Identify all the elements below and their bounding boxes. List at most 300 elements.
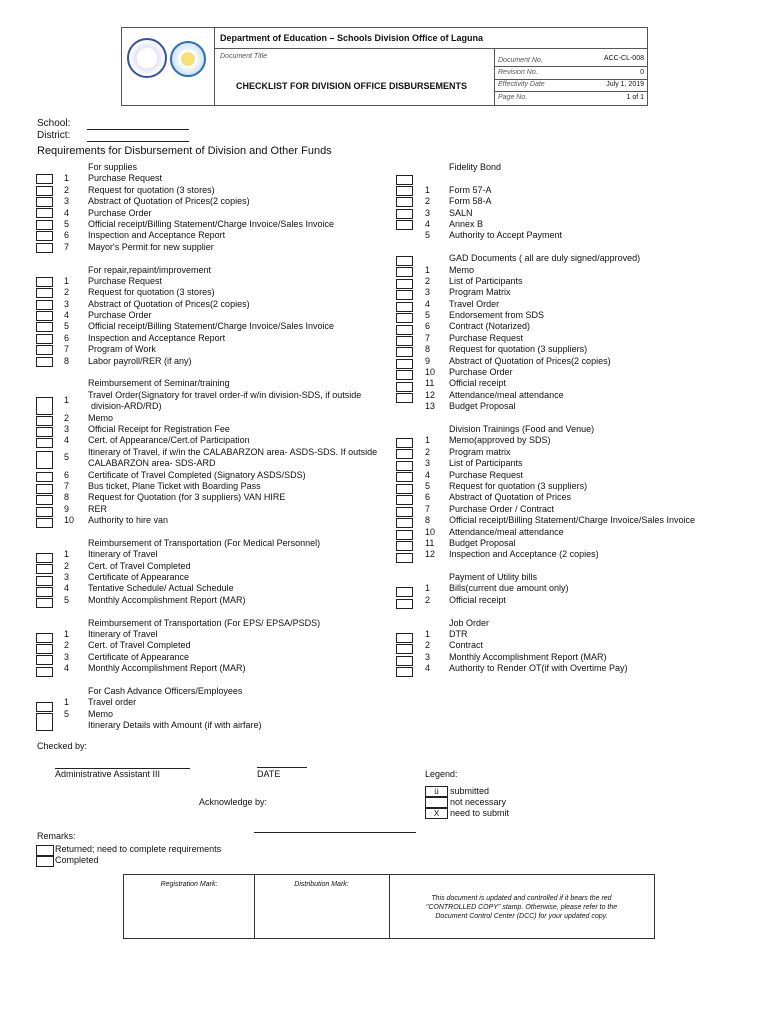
checkbox[interactable] (396, 186, 413, 196)
spacer (64, 527, 394, 538)
list-item (425, 663, 745, 674)
list-item (425, 185, 745, 196)
list-item (425, 527, 745, 538)
checkbox[interactable] (36, 702, 53, 712)
meta-value-revision: 0 (640, 69, 644, 76)
item-number: 2 (425, 594, 431, 605)
item-label: Request for Quotation (for 3 suppliers) VAN HIRE (88, 492, 286, 503)
list-item (64, 481, 394, 492)
list-item (425, 401, 745, 412)
checkbox[interactable] (36, 576, 53, 586)
list-item (64, 720, 394, 731)
checkbox[interactable] (396, 256, 413, 266)
list-item (425, 265, 745, 276)
item-number: 3 (425, 207, 431, 218)
remarks-returned-checkbox[interactable] (36, 845, 54, 856)
item-label: Tentative Schedule/ Actual Schedule (88, 583, 234, 594)
item-number: 7 (64, 344, 70, 355)
checkbox[interactable] (396, 449, 413, 459)
item-number: 12 (425, 549, 436, 560)
checked-by-label: Checked by: (37, 741, 88, 751)
item-number: 9 (425, 355, 431, 366)
item-number: 6 (64, 230, 70, 241)
item-label: Form 58-A (449, 196, 492, 207)
checkbox[interactable] (396, 302, 413, 312)
item-label: Official receipt/Billing Statement/Charge Invoice/Sales Invoice (88, 218, 334, 229)
list-item (425, 356, 745, 367)
item-label: Certificate of Appearance (88, 572, 190, 583)
item-number: 1 (64, 275, 70, 286)
item-number: 5 (64, 451, 70, 462)
remarks-completed-checkbox[interactable] (36, 856, 54, 867)
list-item (64, 435, 394, 446)
document-title-label: Document Title (220, 53, 268, 60)
distribution-mark-label: Distribution Mark: (294, 881, 349, 888)
item-number: 4 (425, 298, 431, 309)
checkbox[interactable] (36, 197, 53, 207)
checkbox[interactable] (36, 277, 53, 287)
meta-label-page: Page No. (498, 94, 528, 101)
list-item (425, 390, 745, 401)
checkbox[interactable] (36, 300, 53, 310)
checkbox[interactable] (36, 397, 53, 415)
item-number: 3 (425, 651, 431, 662)
item-label: List of Participants (449, 458, 523, 469)
list-item (425, 321, 745, 332)
admin-assistant-label: Administrative Assistant III (55, 769, 161, 779)
checkbox[interactable] (36, 518, 53, 528)
item-number: 4 (64, 663, 70, 674)
item-number: 2 (64, 640, 70, 651)
spacer (425, 173, 745, 184)
checkbox[interactable] (396, 472, 413, 482)
item-label: Memo (88, 412, 114, 423)
item-number: 4 (425, 663, 431, 674)
item-label: Request for quotation (3 stores) (88, 184, 215, 195)
item-label: Authority to hire van (88, 515, 169, 526)
footer-table (123, 874, 655, 939)
list-item (64, 572, 394, 583)
list-item (425, 333, 745, 344)
item-label: Budget Proposal (449, 401, 516, 412)
checkbox[interactable] (396, 197, 413, 207)
item-number: 1 (64, 549, 70, 560)
checkbox[interactable] (36, 416, 53, 426)
list-item (64, 561, 394, 572)
item-label: Request for quotation (3 suppliers) (449, 480, 588, 491)
checkbox[interactable] (36, 564, 53, 574)
item-number: 2 (64, 412, 70, 423)
checkbox[interactable] (36, 553, 53, 563)
meta-label-doc-no: Document No. (498, 57, 543, 64)
item-label: Authority to Render OT(if with Overtime Pay) (449, 663, 628, 674)
main-title: Requirements for Disbursement of Division and Other Funds (37, 145, 332, 157)
meta-value-page: 1 of 1 (626, 94, 644, 101)
item-label: Itinerary of Travel (88, 629, 158, 640)
item-label: Inspection and Acceptance Report (88, 230, 226, 241)
item-label: Purchase Order (88, 310, 152, 321)
checkbox[interactable] (396, 438, 413, 448)
item-number: 5 (64, 218, 70, 229)
item-label: Inspection and Acceptance Report (88, 332, 226, 343)
checkbox[interactable] (396, 325, 413, 335)
list-item (425, 435, 745, 446)
school-field[interactable] (87, 129, 189, 130)
list-item (64, 299, 394, 310)
item-number: 2 (425, 196, 431, 207)
checkbox[interactable] (396, 359, 413, 369)
item-label: Monthly Accomplishment Report (MAR) (88, 663, 246, 674)
item-number: 1 (425, 583, 431, 594)
item-number: 3 (64, 298, 70, 309)
list-item (64, 504, 394, 515)
spacer (425, 413, 745, 424)
acknowledge-signature-line[interactable] (254, 832, 416, 833)
list-item (64, 356, 394, 367)
list-item (425, 344, 745, 355)
item-label: Official receipt (449, 594, 506, 605)
legend-submitted-box (425, 786, 448, 797)
item-number: 13 (425, 401, 436, 412)
item-label: CALABARZON area- SDS-ARD (88, 458, 216, 469)
checkbox[interactable] (36, 427, 53, 437)
registration-mark-label: Registration Mark: (160, 881, 218, 888)
item-label: Cert. of Travel Completed (88, 560, 191, 571)
list-item (64, 595, 394, 606)
list-item (64, 424, 394, 435)
list-item (425, 549, 745, 560)
item-label: Purchase Request (449, 469, 524, 480)
list-item (425, 481, 745, 492)
checkbox[interactable] (36, 598, 53, 608)
checkbox[interactable] (396, 370, 413, 380)
spacer (64, 675, 394, 686)
checkbox[interactable] (396, 175, 413, 185)
item-number: 4 (64, 207, 70, 218)
item-label: Official receipt/Billing Statement/Charge Invoice/Sales Invoice (449, 515, 695, 526)
item-number: 3 (64, 572, 70, 583)
legend-submitted-mark: ü (434, 787, 439, 796)
checkbox[interactable] (36, 451, 53, 469)
item-label: Endorsement from SDS (449, 310, 545, 321)
item-label: Attendance/meal attendance (449, 389, 564, 400)
remarks-completed-label: Completed (55, 855, 99, 865)
remarks-title: Remarks: (37, 831, 76, 841)
item-number: 3 (425, 287, 431, 298)
item-label: Abstract of Quotation of Prices (449, 492, 572, 503)
checkbox[interactable] (36, 288, 53, 298)
checkbox[interactable] (396, 541, 413, 551)
item-label: Attendance/meal attendance (449, 526, 564, 537)
checkbox[interactable] (396, 461, 413, 471)
item-label: Travel order (88, 697, 137, 708)
item-label: Cert. of Appearance/Cert.of Participation (88, 435, 250, 446)
item-number: 11 (425, 537, 435, 548)
item-number: 3 (425, 458, 431, 469)
acknowledge-by-label: Acknowledge by: (199, 797, 268, 807)
list-item (425, 219, 745, 230)
item-label: Inspection and Acceptance (2 copies) (449, 549, 599, 560)
checkbox[interactable] (36, 587, 53, 597)
checkbox[interactable] (36, 311, 53, 321)
legend-not-necessary-label: not necessary (450, 797, 507, 807)
item-label: Memo(approved by SDS) (449, 435, 551, 446)
list-item (425, 276, 745, 287)
item-label: Request for quotation (3 stores) (88, 287, 215, 298)
list-item (425, 458, 745, 469)
item-label: Abstract of Quotation of Prices(2 copies) (88, 196, 250, 207)
checkbox[interactable] (396, 495, 413, 505)
item-label: Bus ticket, Plane Ticket with Boarding Pass (88, 480, 261, 491)
checkbox[interactable] (36, 495, 53, 505)
checkbox[interactable] (396, 667, 413, 677)
checkbox[interactable] (36, 667, 53, 677)
checkbox[interactable] (36, 357, 53, 367)
checkbox[interactable] (36, 243, 53, 253)
item-label: Official receipt (449, 378, 506, 389)
item-label: DTR (449, 629, 468, 640)
checkbox[interactable] (396, 484, 413, 494)
checkbox[interactable] (396, 347, 413, 357)
section-title: Fidelity Bond (449, 162, 502, 172)
item-label: Mayor's Permit for new supplier (88, 241, 214, 252)
list-item (64, 242, 394, 253)
item-label: Official receipt/Billing Statement/Charge Invoice/Sales Invoice (88, 321, 334, 332)
checkbox[interactable] (36, 208, 53, 218)
left-checklist (64, 162, 394, 732)
district-label: District: (37, 130, 71, 141)
item-number: 5 (64, 708, 70, 719)
legend-not-necessary-box (425, 797, 448, 808)
item-number: 7 (64, 480, 70, 491)
item-label: Annex B (449, 218, 484, 229)
checkbox[interactable] (36, 322, 53, 332)
list-item (64, 709, 394, 720)
checkbox[interactable] (396, 599, 413, 609)
list-item (425, 447, 745, 458)
checkbox[interactable] (36, 507, 53, 517)
item-number: 4 (64, 310, 70, 321)
item-number: 1 (64, 697, 70, 708)
checkbox[interactable] (36, 472, 53, 482)
item-number: 1 (64, 394, 70, 405)
list-item (425, 652, 745, 663)
item-number: 5 (425, 230, 431, 241)
list-item (64, 230, 394, 241)
list-item (64, 549, 394, 560)
item-number: 10 (64, 515, 75, 526)
checkbox[interactable] (396, 220, 413, 230)
list-item (64, 663, 394, 674)
item-number: 10 (425, 526, 436, 537)
checkbox[interactable] (36, 713, 53, 731)
spacer (425, 606, 745, 617)
list-item (64, 276, 394, 287)
checkbox[interactable] (396, 507, 413, 517)
item-number: 2 (64, 287, 70, 298)
item-label: Official Receipt for Registration Fee (88, 424, 230, 434)
legend-need-label: need to submit (450, 808, 510, 818)
item-number: 5 (64, 594, 70, 605)
list-item (64, 640, 394, 651)
checkbox[interactable] (36, 334, 53, 344)
item-label: Request for quotation (3 suppliers) (449, 344, 588, 355)
checkbox[interactable] (36, 231, 53, 241)
list-item (425, 196, 745, 207)
list-item (425, 470, 745, 481)
checkbox[interactable] (396, 553, 413, 563)
item-number: 1 (425, 435, 431, 446)
list-item (425, 208, 745, 219)
meta-value-doc-no: ACC-CL-008 (603, 55, 644, 62)
section-title: Reimbursement of Seminar/training (88, 378, 230, 389)
list-item (425, 629, 745, 640)
item-number: 1 (64, 629, 70, 640)
item-number: 2 (425, 446, 431, 457)
item-label: Authority to Accept Payment (449, 230, 563, 241)
item-number: 8 (425, 515, 431, 526)
list-item (425, 230, 745, 241)
school-label: School: (37, 118, 71, 129)
checkbox[interactable] (36, 633, 53, 643)
item-number: 12 (425, 389, 436, 400)
department-name: Department of Education – Schools Division Office of Laguna (220, 33, 484, 43)
checkbox[interactable] (36, 174, 53, 184)
checkbox[interactable] (396, 633, 413, 643)
legend-submitted-label: submitted (450, 786, 490, 796)
list-item (64, 208, 394, 219)
checkbox[interactable] (396, 279, 413, 289)
item-label: Cert. of Travel Completed (88, 640, 191, 651)
list-item (64, 652, 394, 663)
district-field[interactable] (87, 141, 189, 142)
spacer (425, 561, 745, 572)
checkbox[interactable] (396, 336, 413, 346)
checkbox[interactable] (396, 587, 413, 597)
checkbox[interactable] (396, 382, 413, 392)
item-label: Memo (449, 264, 475, 275)
meta-label-revision: Revision No. (498, 69, 538, 76)
list-item (64, 470, 394, 481)
checkbox[interactable] (36, 438, 53, 448)
list-item (64, 344, 394, 355)
date-line[interactable] (257, 767, 307, 768)
list-item (64, 333, 394, 344)
item-number: 6 (425, 321, 431, 332)
list-item (425, 515, 745, 526)
item-number: 1 (425, 264, 431, 275)
list-item (425, 378, 745, 389)
checkbox[interactable] (396, 267, 413, 277)
item-number: 6 (425, 492, 431, 503)
meta-label-effectivity: Effectivity Date (498, 81, 545, 88)
item-label: Form 57-A (449, 184, 492, 195)
checkbox[interactable] (36, 484, 53, 494)
checkbox[interactable] (36, 644, 53, 654)
list-item (64, 173, 394, 184)
item-label: Travel Order (449, 298, 500, 309)
checkbox[interactable] (396, 393, 413, 403)
item-number: 1 (425, 629, 431, 640)
item-label: Abstract of Quotation of Prices(2 copies) (449, 355, 611, 366)
document-header (121, 27, 648, 106)
item-number: 8 (64, 355, 70, 366)
item-label: Itinerary of Travel, if w/in the CALABARZON area- ASDS-SDS. If outside (88, 446, 378, 457)
checkbox[interactable] (396, 530, 413, 540)
list-item (64, 515, 394, 526)
item-number: 9 (64, 503, 70, 514)
item-label: Purchase Order / Contract (449, 503, 555, 514)
checkbox[interactable] (396, 656, 413, 666)
item-label: Purchase Request (88, 275, 163, 286)
legend-need-mark: X (433, 809, 440, 818)
list-item (64, 287, 394, 298)
item-label: SALN (449, 207, 473, 218)
item-label: Purchase Order (449, 367, 513, 378)
list-item (64, 321, 394, 332)
item-number: 1 (425, 184, 431, 195)
item-number: 2 (425, 275, 431, 286)
item-number: 7 (425, 503, 431, 514)
section-title: Division Trainings (Food and Venue) (449, 423, 595, 434)
item-label: Budget Proposal (449, 537, 516, 548)
item-label: Travel Order(Signatory for travel order-if w/in division-SDS, if outside (88, 389, 362, 400)
item-number: 5 (425, 310, 431, 321)
item-number: 5 (425, 480, 431, 491)
spacer (64, 606, 394, 617)
item-label: Program Matrix (449, 287, 511, 298)
item-number: 6 (64, 469, 70, 480)
item-number: 6 (64, 332, 70, 343)
checkbox[interactable] (396, 518, 413, 528)
deped-seal-icon (127, 38, 167, 78)
list-item (64, 413, 394, 424)
item-label: Abstract of Quotation of Prices(2 copies) (88, 298, 250, 309)
item-label: Program matrix (449, 446, 511, 457)
item-label: Purchase Request (449, 332, 524, 343)
checkbox[interactable] (396, 644, 413, 654)
item-number: 7 (64, 241, 70, 252)
checkbox[interactable] (396, 209, 413, 219)
list-item (425, 287, 745, 298)
section-title: For Cash Advance Officers/Employees (88, 686, 243, 696)
item-number: 5 (64, 321, 70, 332)
checkbox[interactable] (396, 313, 413, 323)
list-item (64, 583, 394, 594)
list-item (425, 583, 745, 594)
item-number: 3 (64, 196, 70, 207)
checkbox[interactable] (36, 345, 53, 355)
checkbox[interactable] (36, 655, 53, 665)
spacer (64, 253, 394, 264)
item-label: Contract (449, 640, 484, 651)
document-title: CHECKLIST FOR DIVISION OFFICE DISBURSEMENTS (236, 81, 468, 91)
list-item (64, 492, 394, 503)
item-label: Labor payroll/RER (if any) (88, 355, 192, 366)
item-label: Itinerary Details with Amount (if with airfare) (88, 720, 262, 731)
item-label: List of Participants (449, 275, 523, 286)
item-number: 7 (425, 332, 431, 343)
checkbox[interactable] (396, 290, 413, 300)
list-item (425, 367, 745, 378)
item-number: 1 (64, 173, 70, 184)
list-item (425, 595, 745, 606)
checkbox[interactable] (36, 186, 53, 196)
checkbox[interactable] (36, 220, 53, 230)
item-number: 3 (64, 424, 70, 434)
item-label: RER (88, 503, 108, 514)
list-item (64, 390, 394, 413)
